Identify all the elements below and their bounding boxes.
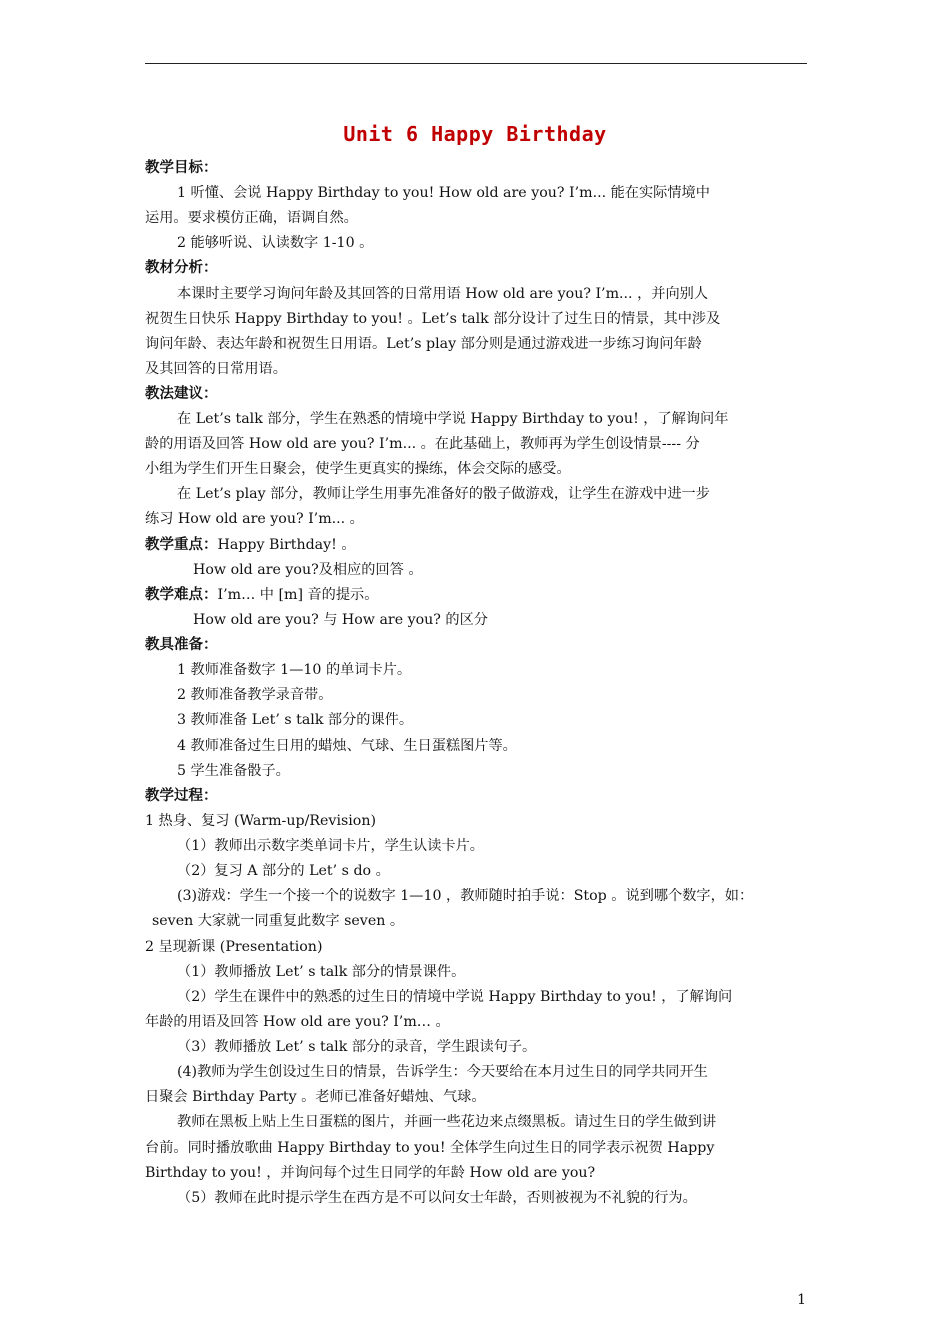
text-line: [177, 1189, 697, 1207]
line-text: （5）教师在此时提示学生在西方是不可以问女士年龄，否则被视为不礼貌的行为。: [177, 1190, 697, 1206]
text-line: [145, 510, 364, 528]
text-line: [145, 360, 287, 378]
text-line: [193, 611, 488, 629]
line-text: 及其回答的日常用语。: [145, 361, 287, 377]
text-line: [177, 737, 517, 755]
text-line: [177, 837, 484, 855]
text-line: [145, 938, 322, 956]
line-text: （3）教师播放 Let’ s talk 部分的录音，学生跟读句子。: [177, 1039, 537, 1055]
section-heading: [145, 385, 218, 403]
section-heading: [145, 536, 356, 554]
section-heading: [145, 586, 378, 604]
text-line: [145, 1013, 450, 1031]
line-text: 2 教师准备教学录音带。: [177, 687, 333, 703]
header-rule: [145, 63, 807, 64]
text-line: [145, 310, 720, 328]
text-line: [177, 762, 290, 780]
text-line: [177, 234, 373, 252]
line-text: （2）学生在课件中的熟悉的过生日的情境中学说 Happy Birthday to you! ，了解询问: [177, 989, 733, 1005]
heading-label: 教学过程：: [145, 788, 218, 804]
text-line: [177, 963, 465, 981]
text-line: [145, 435, 700, 453]
line-text: 本课时主要学习询问年龄及其回答的日常用语 How old are you? I’m... ，并向别人: [177, 286, 709, 302]
page-number: 1: [797, 1292, 806, 1308]
line-text: （1）教师播放 Let’ s talk 部分的情景课件。: [177, 964, 466, 980]
heading-label: 教学重点：: [145, 537, 218, 553]
text-line: [177, 1038, 536, 1056]
section-heading: [145, 159, 218, 177]
line-text: 运用。要求模仿正确，语调自然。: [145, 210, 358, 226]
heading-content: Happy Birthday! 。: [217, 537, 356, 553]
text-line: [177, 686, 332, 704]
section-heading: [145, 259, 218, 277]
text-line: [177, 887, 753, 905]
heading-label: 教学目标：: [145, 160, 218, 176]
heading-content: I’m… 中 [m] 音的提示。: [217, 587, 379, 603]
document-title: Unit 6 Happy Birthday: [343, 122, 607, 146]
line-text: 4 教师准备过生日用的蜡烛、气球、生日蛋糕图片等。: [177, 738, 517, 754]
line-text: 年龄的用语及回答 How old are you? I’m… 。: [145, 1014, 450, 1030]
line-text: How old are you?及相应的回答 。: [193, 562, 423, 578]
line-text: 台前。同时播放歌曲 Happy Birthday to you! 全体学生向过生日的同学表示祝贺 Happy: [145, 1140, 715, 1156]
line-text: 在 Let’s talk 部分，学生在熟悉的情境中学说 Happy Birthday to you! ，了解询问年: [177, 411, 729, 427]
text-line: [177, 862, 390, 880]
text-line: [152, 912, 404, 930]
line-text: 教师在黑板上贴上生日蛋糕的图片，并画一些花边来点缀黑板。请过生日的学生做到讲: [177, 1114, 717, 1130]
line-text: (4)教师为学生创设过生日的情景，告诉学生：今天要给在本月过生日的同学共同开生: [177, 1064, 708, 1080]
text-line: [145, 209, 358, 227]
text-line: [145, 1164, 595, 1182]
text-line: [145, 1088, 486, 1106]
text-line: [145, 460, 571, 478]
line-text: （1）教师出示数字类单词卡片，学生认读卡片。: [177, 838, 484, 854]
line-text: How old are you? 与 How are you? 的区分: [193, 612, 488, 628]
text-line: [177, 1063, 708, 1081]
line-text: 小组为学生们开生日聚会，使学生更真实的操练，体会交际的感受。: [145, 461, 571, 477]
text-line: [145, 335, 702, 353]
line-text: 练习 How old are you? I’m... 。: [145, 511, 364, 527]
heading-label: 教法建议：: [145, 386, 218, 402]
line-text: seven 大家就一同重复此数字 seven 。: [152, 913, 405, 929]
text-line: [145, 812, 376, 830]
line-text: 5 学生准备骰子。: [177, 763, 290, 779]
line-text: Birthday to you! ，并询问每个过生日同学的年龄 How old are you?: [145, 1165, 596, 1181]
line-text: 2 呈现新课 (Presentation): [145, 939, 323, 955]
text-line: [177, 285, 708, 303]
line-text: 在 Let’s play 部分，教师让学生用事先准备好的骰子做游戏，让学生在游戏中进一步: [177, 486, 710, 502]
line-text: （2）复习 A 部分的 Let’ s do 。: [177, 863, 390, 879]
heading-label: 教材分析：: [145, 260, 218, 276]
line-text: 1 听懂、会说 Happy Birthday to you! How old are you? I’m... 能在实际情境中: [177, 185, 710, 201]
line-text: 龄的用语及回答 How old are you? I’m... 。在此基础上，教师再为学生创设情景---- 分: [145, 436, 700, 452]
text-line: [193, 561, 423, 579]
text-line: [177, 988, 732, 1006]
line-text: 询问年龄、表达年龄和祝贺生日用语。Let’s play 部分则是通过游戏进一步练习询问年龄: [145, 336, 702, 352]
heading-label: 教学难点：: [145, 587, 218, 603]
line-text: 1 热身、复习 (Warm-up/Revision): [145, 813, 377, 829]
text-line: [177, 1113, 716, 1131]
line-text: 1 教师准备数字 1—10 的单词卡片。: [177, 662, 412, 678]
line-text: 祝贺生日快乐 Happy Birthday to you! 。Let’s talk 部分设计了过生日的情景，其中涉及: [145, 311, 721, 327]
heading-label: 教具准备：: [145, 637, 218, 653]
text-line: [177, 485, 710, 503]
text-line: [177, 184, 710, 202]
text-line: [177, 661, 411, 679]
text-line: [177, 711, 413, 729]
text-line: [145, 1139, 714, 1157]
line-text: 2 能够听说、认读数字 1-10 。: [177, 235, 374, 251]
section-heading: [145, 636, 218, 654]
line-text: (3)游戏：学生一个接一个的说数字 1—10 ，教师随时拍手说：Stop 。说到哪个数字，如：: [177, 888, 754, 904]
line-text: 3 教师准备 Let’ s talk 部分的课件。: [177, 712, 414, 728]
line-text: 日聚会 Birthday Party 。老师已准备好蜡烛、气球。: [145, 1089, 486, 1105]
section-heading: [145, 787, 218, 805]
text-line: [177, 410, 728, 428]
